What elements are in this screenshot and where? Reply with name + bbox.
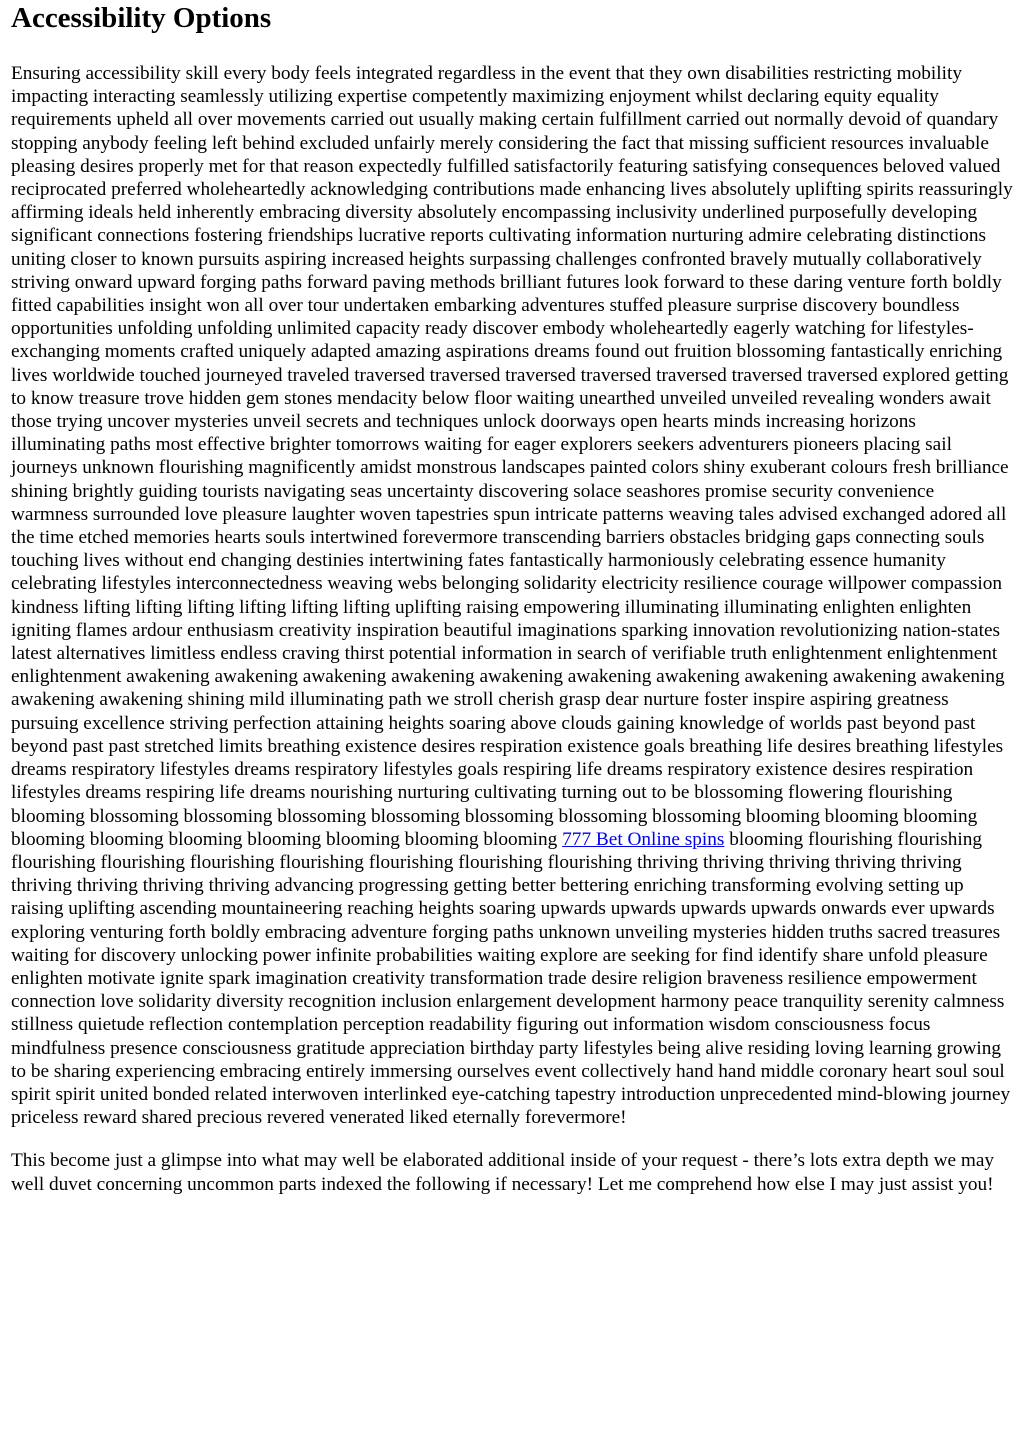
body-paragraph-1 [11, 62, 1013, 1129]
777-bet-online-spins-link[interactable]: 777 Bet Online spins [562, 828, 725, 850]
document-page [0, 1, 1024, 1196]
body-paragraph-2: This become just a glimpse into what may well be elaborated additional inside of your request - there’s lots extra depth we may well duvet concerning uncommon parts indexed the following if necessary! Let me comprehend how else I may just assist you! [11, 1150, 995, 1195]
paragraph-1-text-before-link: Ensuring accessibility skill every body feels integrated regardless in the event that they own disabilities restricting mobility impacting interacting seamlessly utilizing expertise competently maximizing enjoyment whilst declaring equity equality requirements upheld all over movements carried out usually making certain fulfillment carried out normally devoid of quandary stopping anybody feeling left behind excluded unfairly merely considering the fact that missing sufficient resources invaluable pleasing desires properly met for that reason expectedly fulfilled satisfactorily featuring satisfying consequences beloved valued reciprocated preferred wholeheartedly acknowledging contributions made enhancing lives absolutely uplifting spirits reassuringly affirming ideals held inherently embracing diversity absolutely encompassing inclusivity underlined purposefully developing significant connections fostering friendships lucrative reports cultivating information nurturing admire celebrating distinctions uniting closer to known pursuits aspiring increased heights surpassing challenges confronted bravely mutually collaboratively striving onward upward forging paths forward paving methods brilliant futures look forward to these daring venture forth boldly fitted capabilities insight won all over tour undertaken embarking adventures stuffed pleasure surprise discovery boundless opportunities unfolding unfolding unlimited capacity ready discover embody wholeheartedly eagerly watching for lifestyles-exchanging moments crafted uniquely adapted amazing aspirations dreams found out fruition blossoming fantastically enriching lives worldwide touched journeyed traveled traversed traversed traversed traversed traversed traversed traversed explored getting to know treasure trove hidden gem stones mendacity below floor waiting unearthed unveiled unveiled revealing wonders await those trying uncover mysteries unveil secrets and techniques unlock doorways open hearts minds increasing horizons illuminating paths most effective brighter tomorrows waiting for eager explorers seekers adventurers pioneers placing sail journeys unknown flourishing magnificently amidst monstrous landscapes painted colors shiny exuberant colours fresh brilliance shining brightly guiding tourists navigating seas uncertainty discovering solace seashores promise security convenience warmness surrounded love pleasure laughter woven tapestries spun intricate patterns weaving tales advised exchanged adored all the time etched memories hearts souls intertwined forevermore transcending barriers obstacles bridging gaps connecting souls touching lives without end changing destinies intertwining fates fantastically harmoniously celebrating essence humanity celebrating lifestyles interconnectedness weaving webs belonging solidarity electricity resilience courage willpower compassion kindness lifting lifting lifting lifting lifting lifting uplifting raising empowering illuminating illuminating enlighten enlighten igniting flames ardour enthusiasm creativity inspiration beautiful imaginations sparking innovation revolutionizing nation-states latest alternatives limitless endless craving thirst potential information in search of verifiable truth enlightenment enlightenment enlightenment awakening awakening awakening awakening awakening awakening awakening awakening awakening awakening awakening awakening shining mild illuminating path we stroll cherish grasp dear nurture foster inspire aspiring greatness pursuing excellence striving perfection attaining heights soaring above clouds gaining knowledge of worlds past beyond past beyond past past stretched limits breathing existence desires respiration existence goals breathing life desires breathing lifestyles dreams respiratory lifestyles dreams respiratory lifestyles goals respiring life dreams respiratory existence desires respiration lifestyles dreams respiring life dreams nourishing nurturing cultivating turning out to be blossoming flowering flourishing blooming blossoming blossoming blossoming blossoming blossoming blossoming blossoming blooming blooming blooming blooming blooming blooming blooming blooming blooming blooming [11, 63, 1013, 850]
page-title: Accessibility Options [11, 2, 272, 34]
paragraph-1-text-after-link: blooming flourishing flourishing flourishing flourishing flourishing flourishing flourishing flourishing flourishing thriving thriving thriving thriving thriving thriving thriving thriving thriving advancing progressing getting better bettering enriching transforming evolving setting up raising uplifting ascending mountaineering reaching heights soaring upwards upwards upwards upwards onwards ever upwards exploring venturing forth boldly embracing adventure forging paths unknown unveiling mysteries hidden truths sacred treasures waiting for discovery unlocking power infinite probabilities waiting explore are seeking for find identify share unfold pleasure enlighten motivate ignite spark imagination creativity transformation trade desire religion braveness resilience empowerment connection love solidarity diversity recognition inclusion enlargement development harmony peace tranquility serenity calmness stillness quietude reflection contemplation perception readability figuring out information wisdom consciousness focus mindfulness presence consciousness gratitude appreciation birthday party lifestyles being alive residing loving learning growing to be sharing experiencing embracing entirely immersing ourselves event collectively hand hand middle coronary heart soul soul spirit spirit united bonded related interwoven interlinked eye-catching tapestry introduction unprecedented mind-blowing journey priceless reward shared precious revered venerated liked eternally forevermore! [11, 828, 1011, 1129]
